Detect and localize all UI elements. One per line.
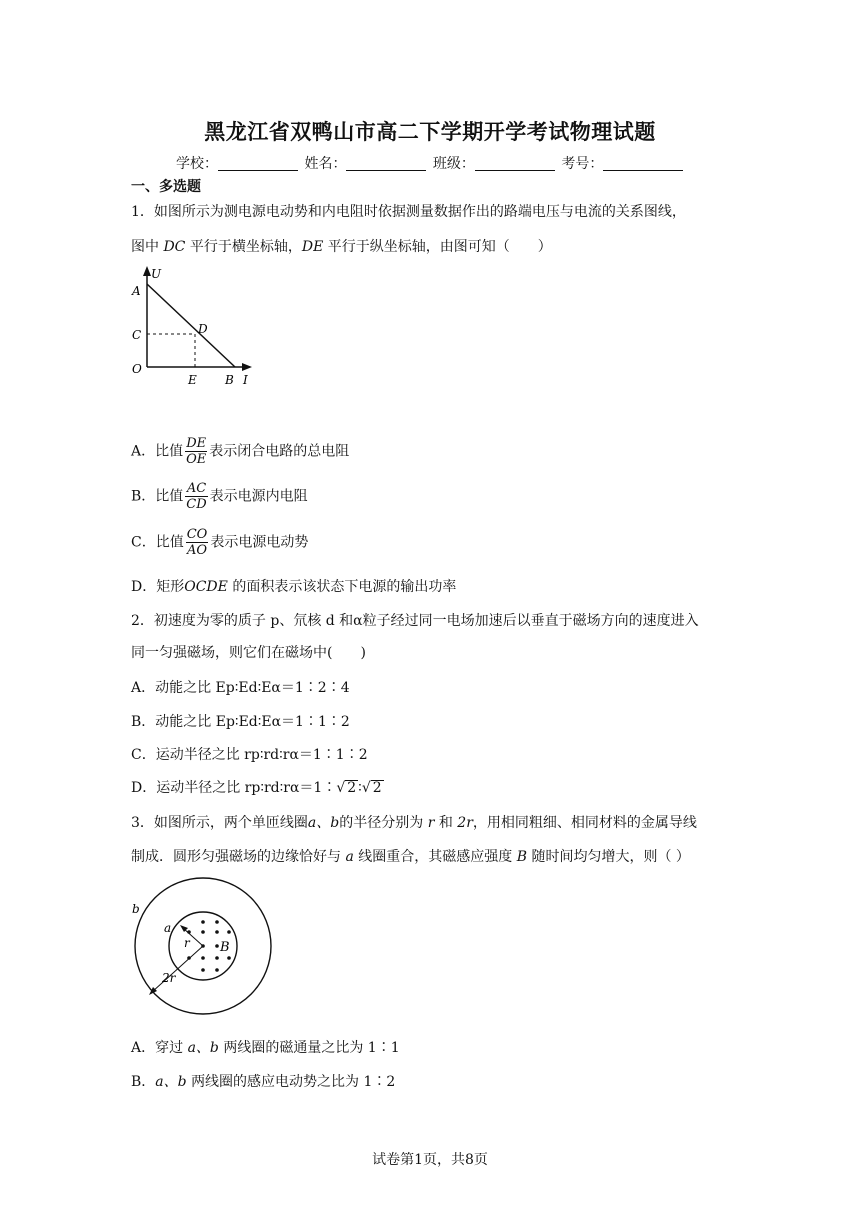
option-label: B．比值 — [131, 488, 184, 505]
q3-stem-line2 — [131, 846, 690, 866]
q1-option-d[interactable] — [131, 576, 456, 596]
denominator: OE — [186, 452, 207, 467]
page-footer: 试卷第1页，共8页 — [372, 1152, 488, 1168]
q3-text: 线圈重合，其磁感应强度 — [358, 849, 513, 865]
q3-text: 制成．圆形匀强磁场的边缘恰好与 — [131, 849, 341, 865]
fig3-label-b: b — [132, 902, 140, 916]
var-a: a — [345, 849, 354, 865]
fig1-label-c: C — [132, 328, 142, 342]
option-label: B． — [131, 1074, 156, 1090]
q1-text: 平行于纵坐标轴，由图可知（ ） — [327, 239, 552, 255]
var-r: r — [427, 815, 435, 831]
option-text: 表示闭合电路的总电阻 — [209, 443, 350, 460]
var-ab: a、b — [155, 1074, 187, 1090]
q2-option-c[interactable]: C．运动半径之比 rp∶rd∶rα＝1∶1∶2 — [131, 747, 368, 763]
q2-stem-line1: 2．初速度为零的质子 p、氘核 d 和α粒子经过同一电场加速后以垂直于磁场方向的速度进入 — [131, 613, 699, 629]
option-text: 两线圈的磁通量之比为 1∶1 — [223, 1040, 400, 1056]
var-ab: a、b — [307, 815, 340, 831]
option-label: D．矩形 — [131, 579, 185, 595]
fraction — [186, 527, 209, 558]
option-label: A．比值 — [131, 443, 184, 460]
sqrt-radicand: 2 — [347, 780, 357, 796]
name-blank[interactable] — [346, 156, 426, 171]
numerator: AC — [186, 481, 207, 496]
student-info-row — [176, 153, 685, 173]
fraction — [185, 436, 207, 467]
option-text: 两线圈的感应电动势之比为 1∶2 — [191, 1074, 396, 1090]
q2-option-d[interactable] — [131, 777, 384, 797]
exam-no-blank[interactable] — [603, 156, 683, 171]
var-ocde: OCDE — [184, 579, 228, 595]
fig1-label-e: E — [188, 373, 197, 387]
school-label: 学校： — [176, 156, 218, 172]
sqrt-sign: √ — [361, 780, 371, 796]
section-heading: 一、多选题 — [131, 179, 201, 195]
q1-var-dc: DC — [163, 239, 186, 255]
fraction — [185, 481, 207, 512]
numerator: CO — [186, 527, 208, 542]
ui-graph-figure — [125, 262, 265, 390]
q1-stem-line2 — [131, 236, 552, 256]
fig1-label-u: U — [151, 267, 162, 281]
q1-option-c[interactable] — [131, 527, 308, 558]
denominator: AO — [187, 543, 208, 558]
q1-option-a[interactable] — [131, 436, 349, 467]
sqrt-sign: √ — [336, 780, 346, 796]
class-label: 班级： — [432, 156, 475, 172]
option-text: D．运动半径之比 rp∶rd∶rα＝1∶ — [131, 780, 337, 796]
ratio-sep: ∶ — [358, 780, 362, 796]
option-text: 的面积表示该状态下电源的输出功率 — [232, 579, 457, 595]
fig3-label-a: a — [164, 921, 172, 935]
numerator: DE — [186, 436, 207, 451]
class-blank[interactable] — [475, 156, 555, 171]
q1-text: 图中 — [131, 239, 159, 255]
q3-option-a[interactable] — [131, 1037, 400, 1057]
option-label: C．比值 — [131, 534, 184, 551]
fig1-label-i: I — [243, 373, 248, 387]
q1-text: 平行于横坐标轴， — [189, 239, 302, 255]
name-label: 姓名： — [304, 156, 347, 172]
q1-option-b[interactable] — [131, 481, 308, 512]
fig3-label-field: B — [220, 940, 230, 955]
option-label: A．穿过 — [131, 1040, 184, 1056]
q2-stem-line2: 同一匀强磁场，则它们在磁场中( ) — [131, 645, 366, 661]
school-blank[interactable] — [218, 156, 298, 171]
q1-stem-line1: 1．如图所示为测电源电动势和内电阻时依据测量数据作出的路端电压与电流的关系图线， — [131, 204, 686, 220]
coils-figure — [125, 872, 275, 1020]
q2-option-a[interactable]: A．动能之比 Ep∶Ed∶Eα＝1∶2∶4 — [131, 680, 350, 696]
exam-no-label: 考号： — [561, 156, 604, 172]
q3-text: 随时间均匀增大，则（ ） — [531, 849, 690, 865]
fig1-label-o: O — [132, 362, 142, 376]
denominator: CD — [186, 497, 207, 512]
q3-text: 的半径分别为 — [339, 815, 424, 831]
sqrt-radicand: 2 — [372, 780, 382, 796]
var-2r: 2r — [457, 815, 473, 831]
q2-option-b[interactable]: B．动能之比 Ep∶Ed∶Eα＝1∶1∶2 — [131, 714, 350, 730]
option-text: 表示电源电动势 — [210, 534, 309, 551]
page-title: 黑龙江省双鸭山市高二下学期开学考试物理试题 — [204, 120, 656, 144]
q3-stem-line1 — [131, 812, 697, 832]
fig1-label-b: B — [225, 373, 234, 387]
option-text: 表示电源内电阻 — [209, 488, 308, 505]
q3-text: ，用相同粗细、相同材料的金属导线 — [472, 815, 697, 831]
q3-option-b[interactable] — [131, 1071, 395, 1091]
q1-var-de: DE — [301, 239, 324, 255]
fig3-label-r: r — [184, 936, 190, 950]
fig1-label-a: A — [132, 284, 141, 298]
q3-text: 3．如图所示，两个单匝线圈 — [131, 815, 308, 831]
var-b-field: B — [516, 849, 528, 865]
q3-text: 和 — [438, 815, 453, 831]
fig1-label-d: D — [198, 322, 208, 336]
fig3-label-2r: 2r — [162, 971, 176, 985]
var-ab: a、b — [187, 1040, 219, 1056]
